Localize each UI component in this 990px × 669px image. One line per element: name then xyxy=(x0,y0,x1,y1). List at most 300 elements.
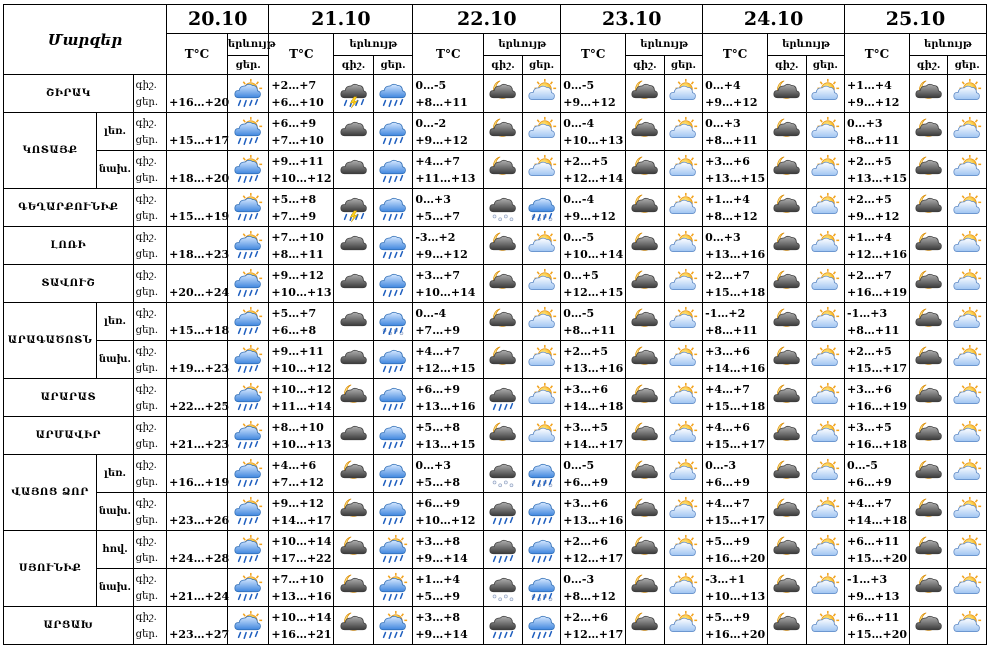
day-temperature: +10…+13 xyxy=(563,133,624,147)
weather-icon-cell xyxy=(664,569,703,607)
weather-icon-cell xyxy=(334,113,374,151)
night-temperature: -1…+3 xyxy=(847,572,888,586)
night-label: գիշ. xyxy=(135,193,157,205)
sun-cloud-icon xyxy=(523,382,561,414)
region-name: ԱՐՑԱԽ xyxy=(4,607,134,645)
day-label: ցեր. xyxy=(135,514,158,526)
dark-rain-cloud-icon xyxy=(484,534,522,566)
temperature-cell xyxy=(561,607,626,645)
night-label: գիշ. xyxy=(135,535,157,547)
sun-cloud-icon xyxy=(948,78,986,110)
temperature-cell xyxy=(845,455,910,493)
temperature-cell xyxy=(845,341,910,379)
temperature-cell xyxy=(413,417,484,455)
temperature-cell xyxy=(703,341,768,379)
night-label: գիշ. xyxy=(135,611,157,623)
rain-cloud-icon xyxy=(374,78,413,110)
sun-cloud-rain-icon xyxy=(374,572,413,604)
temperature-cell xyxy=(413,227,484,265)
weather-header: երևույթ xyxy=(909,34,986,56)
period-labels xyxy=(133,303,166,341)
night-temperature: +4…+7 xyxy=(705,496,750,510)
moon-cloud-icon xyxy=(768,230,806,262)
temperature-header: T°C xyxy=(167,34,228,75)
weather-icon-cell xyxy=(373,531,413,569)
day-label: ցեր. xyxy=(135,324,158,336)
weather-icon-cell xyxy=(909,189,948,227)
day-temperature: +10…+14 xyxy=(415,285,476,299)
moon-cloud-icon xyxy=(484,268,522,300)
sun-cloud-icon xyxy=(948,154,986,186)
rain-cloud-icon xyxy=(374,382,413,414)
night-temperature: +5…+8 xyxy=(415,420,461,434)
period-labels xyxy=(133,113,166,151)
period-labels xyxy=(133,75,166,113)
night-label: գիշ. xyxy=(135,269,157,281)
moon-cloud-icon xyxy=(626,78,664,110)
temperature-cell xyxy=(561,493,626,531)
night-temperature: +4…+7 xyxy=(415,154,461,168)
night-temperature: +4…+7 xyxy=(705,382,750,396)
weather-icon-cell xyxy=(768,75,807,113)
day-label: ցեր. xyxy=(135,134,158,146)
day-label: ցեր. xyxy=(135,476,158,488)
day-temperature: +9…+12 xyxy=(847,209,900,223)
night-temperature: +9…+11 xyxy=(271,154,324,168)
weather-header: երևույթ xyxy=(768,34,845,56)
rain-cloud-icon xyxy=(374,192,413,224)
sun-cloud-rain-icon xyxy=(228,496,269,528)
sun-cloud-icon xyxy=(665,572,703,604)
weather-icon-cell xyxy=(806,151,845,189)
temperature-cell xyxy=(703,189,768,227)
subregion-label: հով. xyxy=(97,531,133,569)
sun-cloud-icon xyxy=(948,306,986,338)
night-temperature: +10…+12 xyxy=(271,382,332,396)
sun-cloud-rain-icon xyxy=(228,458,269,490)
weather-icon-cell xyxy=(334,265,374,303)
day-temperature: +9…+12 xyxy=(705,95,758,109)
forecast-table xyxy=(3,4,987,645)
day-temperature: +15…+18 xyxy=(705,285,766,299)
moon-cloud-icon xyxy=(910,116,948,148)
weather-icon-cell xyxy=(664,189,703,227)
weather-icon-cell xyxy=(626,531,665,569)
region-name: ՎԱՅՈՑ ՁՈՐ xyxy=(4,455,97,531)
day-temperature: +10…+14 xyxy=(563,247,624,261)
weather-icon-cell xyxy=(522,455,561,493)
weather-icon-cell xyxy=(768,265,807,303)
night-temperature: 0…-5 xyxy=(563,230,595,244)
temperature-cell xyxy=(413,265,484,303)
moon-cloud-icon xyxy=(768,420,806,452)
day-temperature: +21…+24 xyxy=(169,589,230,603)
table-row xyxy=(4,531,987,569)
day-temperature: +18…+23 xyxy=(169,247,230,261)
day-temperature: +18…+20 xyxy=(169,171,230,185)
moon-cloud-icon xyxy=(768,268,806,300)
period-labels xyxy=(133,455,166,493)
weather-icon-cell xyxy=(522,265,561,303)
night-temperature: +5…+9 xyxy=(705,610,750,624)
weather-icon-cell xyxy=(373,417,413,455)
moon-cloud-icon xyxy=(626,420,664,452)
snow-rain-cloud-icon xyxy=(523,572,561,604)
weather-icon-cell xyxy=(806,531,845,569)
sun-cloud-icon xyxy=(807,458,845,490)
weather-icon-cell xyxy=(484,113,523,151)
night-label: գիշ. xyxy=(135,383,157,395)
day-temperature: +15…+17 xyxy=(705,437,766,451)
night-temperature: 0…-2 xyxy=(415,116,447,130)
moon-cloud-icon xyxy=(910,458,948,490)
weather-icon-cell xyxy=(806,379,845,417)
weather-icon-cell xyxy=(768,189,807,227)
moon-cloud-icon xyxy=(910,420,948,452)
day-temperature: +16…+20 xyxy=(169,95,230,109)
temperature-cell xyxy=(413,189,484,227)
moon-cloud-icon xyxy=(768,610,806,642)
night-temperature: +2…+5 xyxy=(847,192,892,206)
night-label: գիշ. xyxy=(135,155,157,167)
night-temperature: +2…+7 xyxy=(271,78,317,92)
weather-icon-cell xyxy=(522,493,561,531)
night-temperature: +1…+4 xyxy=(847,230,892,244)
date-header: 21.10 xyxy=(269,5,413,34)
weather-icon-cell xyxy=(664,607,703,645)
day-temperature: +8…+11 xyxy=(705,323,758,337)
day-temperature: +12…+14 xyxy=(563,171,624,185)
weather-icon-cell xyxy=(484,455,523,493)
night-temperature: +4…+7 xyxy=(847,496,892,510)
sun-cloud-rain-icon xyxy=(228,572,269,604)
day-temperature: +14…+17 xyxy=(271,513,332,527)
day-temperature: +8…+11 xyxy=(271,247,324,261)
day-temperature: +7…+9 xyxy=(271,209,317,223)
moon-cloud-icon xyxy=(910,192,948,224)
day-temperature: +8…+11 xyxy=(705,133,758,147)
night-temperature: +4…+6 xyxy=(705,420,750,434)
day-temperature: +15…+20 xyxy=(847,627,908,641)
night-temperature: 0…-4 xyxy=(563,116,595,130)
temperature-cell xyxy=(703,265,768,303)
day-temperature: +22…+25 xyxy=(169,399,230,413)
weather-icon-cell xyxy=(522,151,561,189)
day-temperature: +13…+16 xyxy=(563,361,624,375)
day-temperature: +8…+11 xyxy=(415,95,468,109)
weather-icon-cell xyxy=(522,607,561,645)
region-name: ԼՈՌԻ xyxy=(4,227,134,265)
night-label: գիշ. xyxy=(135,117,157,129)
night-temperature: +6…+9 xyxy=(271,116,317,130)
moon-cloud-icon xyxy=(626,192,664,224)
moon-cloud-icon xyxy=(484,78,522,110)
night-temperature: +6…+11 xyxy=(847,610,900,624)
weather-icon-cell xyxy=(806,113,845,151)
temperature-header: T°C xyxy=(703,34,768,75)
weather-icon-cell xyxy=(484,531,523,569)
sun-cloud-icon xyxy=(948,496,986,528)
weather-icon-cell xyxy=(626,75,665,113)
weather-icon-cell xyxy=(522,569,561,607)
sun-cloud-icon xyxy=(807,230,845,262)
weather-icon-cell xyxy=(948,113,987,151)
table-row xyxy=(4,227,987,265)
day-temperature: +13…+16 xyxy=(271,589,332,603)
weather-icon-cell xyxy=(227,303,269,341)
day-temperature: +9…+12 xyxy=(847,95,900,109)
moon-cloud-icon xyxy=(626,116,664,148)
weather-icon-cell xyxy=(664,341,703,379)
sun-cloud-icon xyxy=(948,344,986,376)
temperature-cell xyxy=(167,379,228,417)
weather-icon-cell xyxy=(768,455,807,493)
moon-cloud-icon xyxy=(910,534,948,566)
weather-icon-cell xyxy=(373,455,413,493)
dark-rain-cloud-icon xyxy=(484,382,522,414)
temperature-cell xyxy=(269,531,334,569)
sun-cloud-icon xyxy=(665,458,703,490)
weather-icon-cell xyxy=(227,113,269,151)
weather-icon-cell xyxy=(484,189,523,227)
dark-cloud-icon xyxy=(334,420,373,452)
night-label: գիշ. xyxy=(135,79,157,91)
weather-icon-cell xyxy=(522,189,561,227)
day-temperature: +9…+14 xyxy=(415,551,468,565)
day-temperature: +16…+20 xyxy=(705,627,766,641)
moon-cloud-icon xyxy=(626,534,664,566)
night-label: գիշ. xyxy=(135,345,157,357)
weather-icon-cell xyxy=(768,379,807,417)
dark-cloud-icon xyxy=(334,306,373,338)
weather-icon-cell xyxy=(626,265,665,303)
day-temperature: +8…+12 xyxy=(705,209,758,223)
moon-cloud-icon xyxy=(626,382,664,414)
night-temperature: +3…+5 xyxy=(847,420,892,434)
temperature-cell xyxy=(269,341,334,379)
moon-cloud-icon xyxy=(910,306,948,338)
weather-icon-cell xyxy=(484,569,523,607)
moon-cloud-icon xyxy=(626,496,664,528)
night-subheader: գիշ. xyxy=(909,56,948,75)
weather-icon-cell xyxy=(948,75,987,113)
day-temperature: +16…+20 xyxy=(705,551,766,565)
sun-cloud-icon xyxy=(665,496,703,528)
day-temperature: +5…+8 xyxy=(415,475,461,489)
temperature-cell xyxy=(167,569,228,607)
sun-cloud-icon xyxy=(807,154,845,186)
night-temperature: 0…+5 xyxy=(563,268,599,282)
day-temperature: +14…+16 xyxy=(705,361,766,375)
sun-cloud-icon xyxy=(807,534,845,566)
temperature-cell xyxy=(561,417,626,455)
day-temperature: +9…+12 xyxy=(563,209,616,223)
weather-icon-cell xyxy=(227,455,269,493)
weather-icon-cell xyxy=(227,227,269,265)
day-temperature: +17…+22 xyxy=(271,551,332,565)
temperature-cell xyxy=(561,303,626,341)
night-temperature: +3…+6 xyxy=(563,382,609,396)
night-temperature: +5…+7 xyxy=(271,306,317,320)
sun-cloud-icon xyxy=(523,344,561,376)
day-subheader: ցեր. xyxy=(664,56,703,75)
weather-icon-cell xyxy=(626,379,665,417)
period-labels xyxy=(133,531,166,569)
moon-cloud-icon xyxy=(768,154,806,186)
day-label: ցեր. xyxy=(135,286,158,298)
temperature-header: T°C xyxy=(561,34,626,75)
moon-cloud-icon xyxy=(910,268,948,300)
night-label: գիշ. xyxy=(135,497,157,509)
night-subheader: գիշ. xyxy=(334,56,374,75)
weather-icon-cell xyxy=(948,417,987,455)
night-temperature: -3…+2 xyxy=(415,230,456,244)
night-temperature: +2…+6 xyxy=(563,610,609,624)
day-temperature: +12…+15 xyxy=(415,361,476,375)
weather-icon-cell xyxy=(806,493,845,531)
weather-icon-cell xyxy=(664,493,703,531)
sun-cloud-rain-icon xyxy=(228,268,269,300)
day-label: ցեր. xyxy=(135,438,158,450)
day-label: ցեր. xyxy=(135,628,158,640)
moon-cloud-icon xyxy=(910,572,948,604)
weather-icon-cell xyxy=(373,303,413,341)
sun-cloud-icon xyxy=(665,534,703,566)
weather-icon-cell xyxy=(768,607,807,645)
temperature-cell xyxy=(269,75,334,113)
weather-icon-cell xyxy=(227,379,269,417)
temperature-cell xyxy=(167,341,228,379)
night-temperature: +3…+6 xyxy=(705,344,750,358)
night-temperature: +3…+6 xyxy=(847,382,892,396)
region-name: ՇԻՐԱԿ xyxy=(4,75,134,113)
night-temperature: +6…+11 xyxy=(847,534,900,548)
sun-cloud-icon xyxy=(807,572,845,604)
weather-icon-cell xyxy=(484,303,523,341)
weather-icon-cell xyxy=(909,75,948,113)
day-temperature: +16…+19 xyxy=(169,475,230,489)
night-temperature: 0…+3 xyxy=(705,116,741,130)
day-label: ցեր. xyxy=(135,362,158,374)
night-temperature: 0…-5 xyxy=(563,78,595,92)
weather-icon-cell xyxy=(948,189,987,227)
day-temperature: +7…+9 xyxy=(415,323,461,337)
temperature-cell xyxy=(845,189,910,227)
weather-icon-cell xyxy=(334,189,374,227)
night-temperature: 0…-3 xyxy=(563,572,595,586)
rain-cloud-icon xyxy=(523,534,561,566)
night-subheader: գիշ. xyxy=(768,56,807,75)
moon-cloud-icon xyxy=(626,572,664,604)
weather-icon-cell xyxy=(334,227,374,265)
storm-cloud-icon xyxy=(334,192,373,224)
weather-icon-cell xyxy=(626,189,665,227)
moon-cloud-icon xyxy=(910,230,948,262)
moon-cloud-icon xyxy=(768,572,806,604)
table-row xyxy=(4,151,987,189)
moon-cloud-icon xyxy=(484,116,522,148)
rain-cloud-icon xyxy=(374,496,413,528)
subregion-label: նախ. xyxy=(97,569,133,607)
weather-icon-cell xyxy=(768,303,807,341)
temperature-cell xyxy=(167,455,228,493)
weather-icon-cell xyxy=(334,531,374,569)
period-labels xyxy=(133,607,166,645)
weather-icon-cell xyxy=(806,75,845,113)
temperature-cell xyxy=(845,379,910,417)
weather-icon-cell xyxy=(806,569,845,607)
dark-cloud-icon xyxy=(334,154,373,186)
day-temperature: +16…+18 xyxy=(847,437,908,451)
weather-icon-cell xyxy=(768,569,807,607)
moon-cloud-icon xyxy=(484,344,522,376)
sun-cloud-icon xyxy=(807,610,845,642)
sun-cloud-icon xyxy=(523,420,561,452)
moon-cloud-icon xyxy=(334,458,373,490)
moon-cloud-icon xyxy=(484,420,522,452)
temperature-cell xyxy=(561,455,626,493)
night-temperature xyxy=(169,77,227,94)
day-temperature: +19…+23 xyxy=(169,361,230,375)
day-temperature: +15…+17 xyxy=(169,133,230,147)
temperature-cell xyxy=(703,417,768,455)
moon-cloud-icon xyxy=(626,458,664,490)
sun-cloud-icon xyxy=(948,268,986,300)
weather-icon-cell xyxy=(626,569,665,607)
weather-icon-cell xyxy=(948,379,987,417)
temperature-cell xyxy=(269,569,334,607)
day-temperature: +23…+26 xyxy=(169,513,230,527)
sun-cloud-icon xyxy=(948,534,986,566)
weather-icon-cell xyxy=(806,265,845,303)
weather-icon-cell xyxy=(522,113,561,151)
night-temperature xyxy=(169,343,227,360)
night-temperature xyxy=(169,267,227,284)
temperature-header: T°C xyxy=(845,34,910,75)
weather-icon-cell xyxy=(626,455,665,493)
sun-cloud-icon xyxy=(948,572,986,604)
sun-cloud-icon xyxy=(523,230,561,262)
temperature-cell xyxy=(703,569,768,607)
temperature-cell xyxy=(703,113,768,151)
temperature-cell xyxy=(703,455,768,493)
night-temperature: +4…+6 xyxy=(271,458,317,472)
rain-cloud-icon xyxy=(374,116,413,148)
temperature-cell xyxy=(561,189,626,227)
weather-icon-cell xyxy=(373,189,413,227)
day-temperature: +13…+15 xyxy=(415,437,476,451)
night-temperature: 0…-4 xyxy=(415,306,447,320)
weather-icon-cell xyxy=(909,493,948,531)
weather-icon-cell xyxy=(909,417,948,455)
sun-cloud-rain-icon xyxy=(228,154,269,186)
day-temperature: +9…+14 xyxy=(415,627,468,641)
weather-icon-cell xyxy=(522,341,561,379)
region-name: ՏԱՎՈՒՇ xyxy=(4,265,134,303)
temperature-cell xyxy=(413,379,484,417)
weather-icon-cell xyxy=(227,493,269,531)
storm-cloud-icon xyxy=(334,78,373,110)
moon-cloud-icon xyxy=(626,610,664,642)
sun-cloud-icon xyxy=(807,192,845,224)
weather-icon-cell xyxy=(334,493,374,531)
moon-cloud-icon xyxy=(910,154,948,186)
moon-cloud-icon xyxy=(334,572,373,604)
snow-cloud-icon xyxy=(484,192,522,224)
dark-cloud-icon xyxy=(334,344,373,376)
sun-cloud-icon xyxy=(948,192,986,224)
day-temperature: +12…+17 xyxy=(563,551,624,565)
